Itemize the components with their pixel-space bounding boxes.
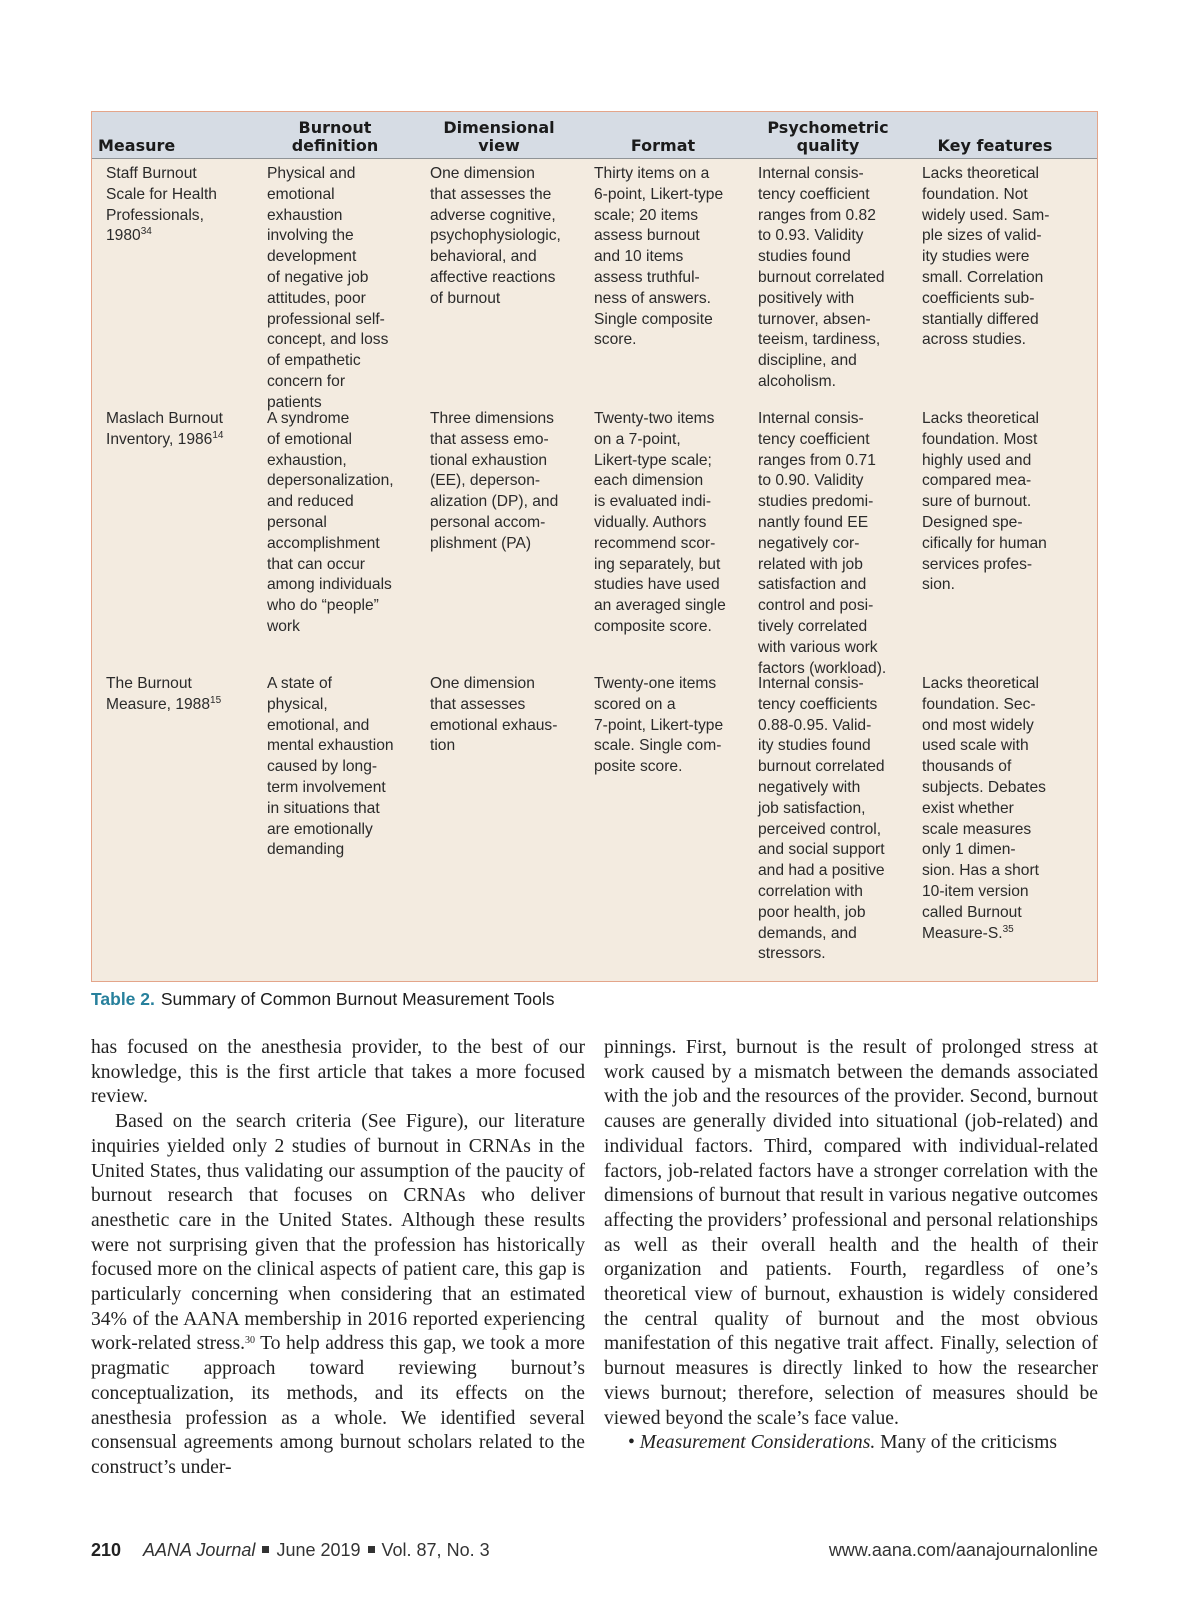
row1-definition: Physical and emotional exhaustion involving the development of negative job attitudes, poor professional self- concept, and loss of empathetic concern for patients xyxy=(267,165,389,411)
header-format: Format xyxy=(630,136,696,155)
row2-key-features: Lacks theoretical foundation. Most highly used and compared mea- sure of burnout. Designed spe- cifically for human services profes- sion. xyxy=(922,410,1047,594)
row2-dimensional-view: Three dimensions that assess emo- tional exhaustion (EE), deperson- alization (DP), and personal accom- plishment (PA) xyxy=(430,410,559,552)
row1-dimensional-view: One dimension that assesses the adverse cognitive, psychophysiologic, behavioral, and affective reactions of burnout xyxy=(430,165,561,307)
row3-definition: A state of physical, emotional, and mental exhaustion caused by long- term involvement in situations that are emotionally demanding xyxy=(267,675,394,859)
body-right-column xyxy=(604,1036,1098,1456)
volume-info: Vol. 87, No. 3 xyxy=(381,1540,490,1560)
row2-definition: A syndrome of emotional exhaustion, depersonalization, and reduced personal accomplishment that can occur among individuals who do “people” work xyxy=(267,410,394,635)
left-paragraph-1: has focused on the anesthesia provider, to the best of our knowledge, this is the first article that takes a more focused review. xyxy=(91,1037,585,1108)
burnout-measures-table xyxy=(91,111,1098,982)
table-caption-text: Summary of Common Burnout Measurement Tools xyxy=(160,989,555,1009)
row3-measure: The Burnout Measure, 1988$^{15}$ xyxy=(106,675,222,713)
body-left-column xyxy=(91,1036,585,1481)
row3-dimensional-view: One dimension that assesses emotional exhaus- tion xyxy=(430,675,558,755)
row1-key-features: Lacks theoretical foundation. Not widely used. Sam- ple sizes of valid- ity studies were small. Correlation coefficients sub- stantially differed across studies. xyxy=(922,165,1050,349)
table-caption-label: Table 2. xyxy=(91,989,155,1009)
separator-square xyxy=(368,1546,375,1553)
header-key-features: Key features xyxy=(937,136,1053,155)
header-dimensional-view: Dimensional view xyxy=(443,118,555,155)
row1-format: Thirty items on a 6-point, Likert-type scale; 20 items assess burnout and 10 items assess truthful- ness of answers. Single composite score. xyxy=(594,165,724,349)
header-measure: Measure xyxy=(98,136,176,155)
table-caption xyxy=(91,989,791,1010)
left-paragraph-2: Based on the search criteria (See Figure), our literature inquiries yielded only 2 studies of burnout in CRNAs in the United States, thus validating our assumption of the paucity of burnout research that focuses on CRNAs who deliver anesthetic care in the United States. Although these results were not surprising given that the profession has historically focused more on the clinical aspects of patient care, this gap is particularly concerning when considering that an estimated 34% of the AANA membership in 2016 reported experiencing work-related stress.$^{30}$ To help address this gap, we took a more pragmatic approach toward reviewing burnout’s conceptualization, its methods, and its effects on the anesthesia profession as a whole. We identified several consensual agreements among burnout scholars related to the construct’s under- xyxy=(91,1111,585,1478)
header-psychometric-quality: Psychometric quality xyxy=(767,118,889,155)
issue-date: June 2019 xyxy=(276,1540,361,1560)
row3-format: Twenty-one items scored on a 7-point, Likert-type scale. Single com- posite score. xyxy=(594,675,724,776)
table-header-row xyxy=(92,112,1097,159)
journal-name: AANA Journal xyxy=(143,1540,256,1560)
row1-psychometric: Internal consis- tency coefficient ranges from 0.82 to 0.93. Validity studies found burnout correlated positively with turnover, absen- teeism, tardiness, discipline, and alcoholism. xyxy=(758,165,885,390)
journal-url: www.aana.com/aanajournalonline xyxy=(828,1540,1098,1560)
row3-psychometric: Internal consis- tency coefficients 0.88-0.95. Valid- ity studies found burnout correlated negatively with job satisfaction, perceived control, and social support and had a positive correlation with poor health, job demands, and stressors. xyxy=(758,675,885,963)
row2-psychometric: Internal consis- tency coefficient ranges from 0.71 to 0.90. Validity studies predomi- nantly found EE negatively cor- related with job satisfaction and control and posi- tively correlated with various work factors (workload). xyxy=(758,410,887,677)
row2-format: Twenty-two items on a 7-point, Likert-type scale; each dimension is evaluated indi- vidually. Authors recommend scor- ing separately, but studies have used an averaged single composite score. xyxy=(594,410,726,635)
measurement-considerations-heading: Measurement Considerations. xyxy=(639,1432,876,1454)
row3-key-features: Lacks theoretical foundation. Sec- ond most widely used scale with thousands of subjects. Debates exist whether scale measures only 1 dimen- sion. Has a short 10-item version called Burnout Measure-S.$^{35}$ xyxy=(922,675,1046,942)
right-paragraph-2: • Measurement Considerations. Many of the criticisms xyxy=(628,1432,1058,1454)
page-number: 210 xyxy=(91,1540,122,1560)
right-paragraph-1: pinnings. First, burnout is the result of prolonged stress at work caused by a mismatch between the demands associated with the job and the resources of the provider. Second, burnout causes are generally divided into situational (job-related) and individual factors. Third, compared with individual-related factors, job-related factors have a stronger correlation with the dimensions of burnout that result in various negative outcomes affecting the providers’ professional and personal relationships as well as their overall health and the health of their organization and patients. Fourth, regardless of one’s theoretical view of burnout, exhaustion is widely considered the central quality of burnout and the most obvious manifestation of this negative trait affect. Finally, selection of burnout measures is directly linked to how the researcher views burnout; therefore, selection of measures should be viewed beyond the scale’s face value. xyxy=(604,1037,1098,1429)
row1-measure: Staff Burnout Scale for Health Professionals, 1980$^{34}$ xyxy=(106,165,217,245)
row2-measure: Maslach Burnout Inventory, 1986$^{14}$ xyxy=(106,410,224,448)
page-footer xyxy=(91,1540,1098,1564)
header-burnout-definition: Burnout definition xyxy=(291,118,379,155)
separator-square xyxy=(262,1546,269,1553)
